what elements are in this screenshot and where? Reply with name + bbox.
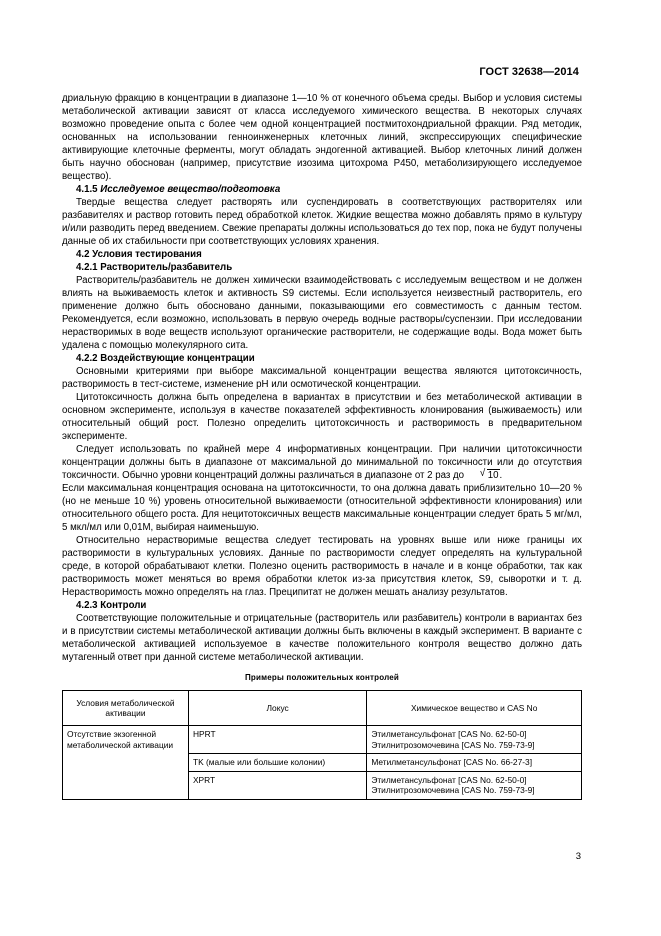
header-locus: Локус [188, 691, 366, 726]
chemical-name: Этилнитрозомочевина [CAS No. 759-73-9] [371, 785, 535, 795]
locus-cell: XPRT [188, 771, 366, 799]
positive-controls-table [62, 690, 582, 800]
locus-cell: HPRT [188, 726, 366, 754]
chemical-name: Этилметансульфонат [CAS No. 62-50-0] [371, 774, 527, 785]
chemical-name: Этилнитрозомочевина [CAS No. 759-73-9] [371, 739, 535, 750]
section-heading-4-1-5 [62, 183, 582, 196]
chemical-cell [367, 754, 582, 772]
paragraph [62, 443, 582, 482]
paragraph-text: Следует использовать по крайней мере 4 информативных концентрации. При наличии цитотоксичности концентрации должны быть в диапазоне от максимальной до минимальной по токсичности или до отсутствия токсичности. Обычно уровни концентраций должны различаться в диапазоне от 2 раз до [62, 444, 582, 481]
section-heading-4-2-1: 4.2.1 Растворитель/разбавитель [76, 262, 233, 273]
section-heading-4-2: 4.2 Условия тестирования [76, 249, 202, 260]
document-code: ГОСТ 32638—2014 [479, 66, 579, 78]
table-caption: Примеры положительных контролей [244, 673, 400, 682]
paragraph: Цитотоксичность должна быть определена в вариантах в присутствии и без метаболической активации в основном эксперименте, используя в качестве показателей эффективность клонирования (выживаемость) или относительный общий рост. Полезно определить цитотоксичность и растворимость в предварительном эксперименте. [62, 392, 582, 442]
paragraph: Растворитель/разбавитель не должен химически взаимодействовать с исследуемым веществом и не должен влиять на выживаемость клеток и активность S9 системы. Если используется неизвестный растворитель, его применение должно быть обосновано данными, показывающими его совместимость с данным тестом. Рекомендуется, если возможно, использовать в первую очередь водные растворы/суспензии. При исследовании нерастворимых в воде веществ используют органические растворители, не содержащие воды. Вода может быть удалена с помощью молекулярного сита. [62, 275, 582, 351]
radicand: 10 [487, 470, 499, 481]
chemical-name: Метилметансульфонат [CAS No. 66-27-3] [371, 757, 533, 767]
paragraph: Если максимальная концентрация основана на цитотоксичности, то она должна давать приблизительно 10—20 % (но не меньше 10 %) уровень относительной выживаемости (относительной эффективности клонирования) или относительного общего роста. Для нецитотоксичных веществ максимальные концентрации следует брать 5 мг/мл, 5 мкл/мл или 0,01М, выбирая наименьшую. [62, 483, 582, 533]
chemical-cell [367, 726, 582, 754]
locus-cell: TK (малые или большие колонии) [188, 754, 366, 772]
page-number: 3 [575, 851, 581, 862]
section-title: Исследуемое вещество/подготовка [100, 184, 281, 195]
sqrt-expression [467, 469, 500, 482]
paragraph: Твердые вещества следует растворять или суспендировать в соответствующих растворителях или разбавителях и раствор готовить перед обработкой клеток. Жидкие вещества можно добавлять прямо в культуру и/или разводить перед введением. Свежие препараты должны использоваться до тех пор, пока не будут получены данные об их стабильности при соответствующих условиях хранения. [62, 197, 583, 247]
paragraph: Основными критериями при выборе максимальной концентрации вещества являются цитотоксичность, растворимость в тест-системе, изменение pH или осмотической концентрации. [62, 366, 582, 390]
paragraph-end: . [499, 470, 503, 481]
chemical-name: Этилметансульфонат [CAS No. 62-50-0] [371, 729, 527, 739]
section-heading-4-2-3: 4.2.3 Контроли [76, 600, 147, 611]
paragraph: дриальную фракцию в концентрации в диапазоне 1—10 % от конечного объема среды. Выбор и условия системы метаболической активации зависят от класса исследуемого химического вещества. В некоторых случаях возможно проведение опыта с более чем одной концентрацией постмитохондриальной фракции. Ряд методик, основанных на использовании генноинженерных клеточных линий, экспрессирующих специфические активирующие клеточные ферменты, могут обладать эндогенной активацией. Выбор клеточных линий должен быть научно обоснован (например, присутствие изозима цитохрома P450, метаболизирующего исследуемое вещество). [62, 93, 582, 182]
header-chemical: Химическое вещество и CAS No [367, 691, 582, 726]
table-row [63, 726, 582, 754]
paragraph: Относительно нерастворимые вещества следует тестировать на уровнях выше или ниже границы их растворимости в культуральных условиях. Данные по растворимости следует определять на культуральной среде, в которой обрабатывают клетки. Полезно оценить растворимость в начале и в конце обработки, так как растворимость может меняться во время обработки клеток из-за присутствия клеток, S9, сыворотки и т. д. Нерастворимость можно определять на глаз. Преципитат не должен мешать анализу результатов. [62, 535, 582, 598]
section-heading-4-2-2: 4.2.2 Воздействующие концентрации [76, 353, 255, 364]
chemical-cell [367, 771, 582, 799]
section-number: 4.1.5 [76, 184, 98, 195]
table-header-row [63, 691, 582, 726]
condition-cell: Отсутствие экзогенной метаболической активации [63, 726, 189, 800]
paragraph: Соответствующие положительные и отрицательные (растворитель или разбавитель) контроли в вариантах без и в присутствии системы метаболической активации должны быть включены в каждый эксперимент. В варианте с метаболической активацией используемое в качестве положительного контроля вещество должно дать мутагенный ответ при данной системе метаболической активации. [62, 613, 582, 663]
document-body [62, 92, 582, 800]
header-condition: Условия метаболической активации [63, 691, 189, 726]
radical-sign: √ [479, 468, 486, 479]
